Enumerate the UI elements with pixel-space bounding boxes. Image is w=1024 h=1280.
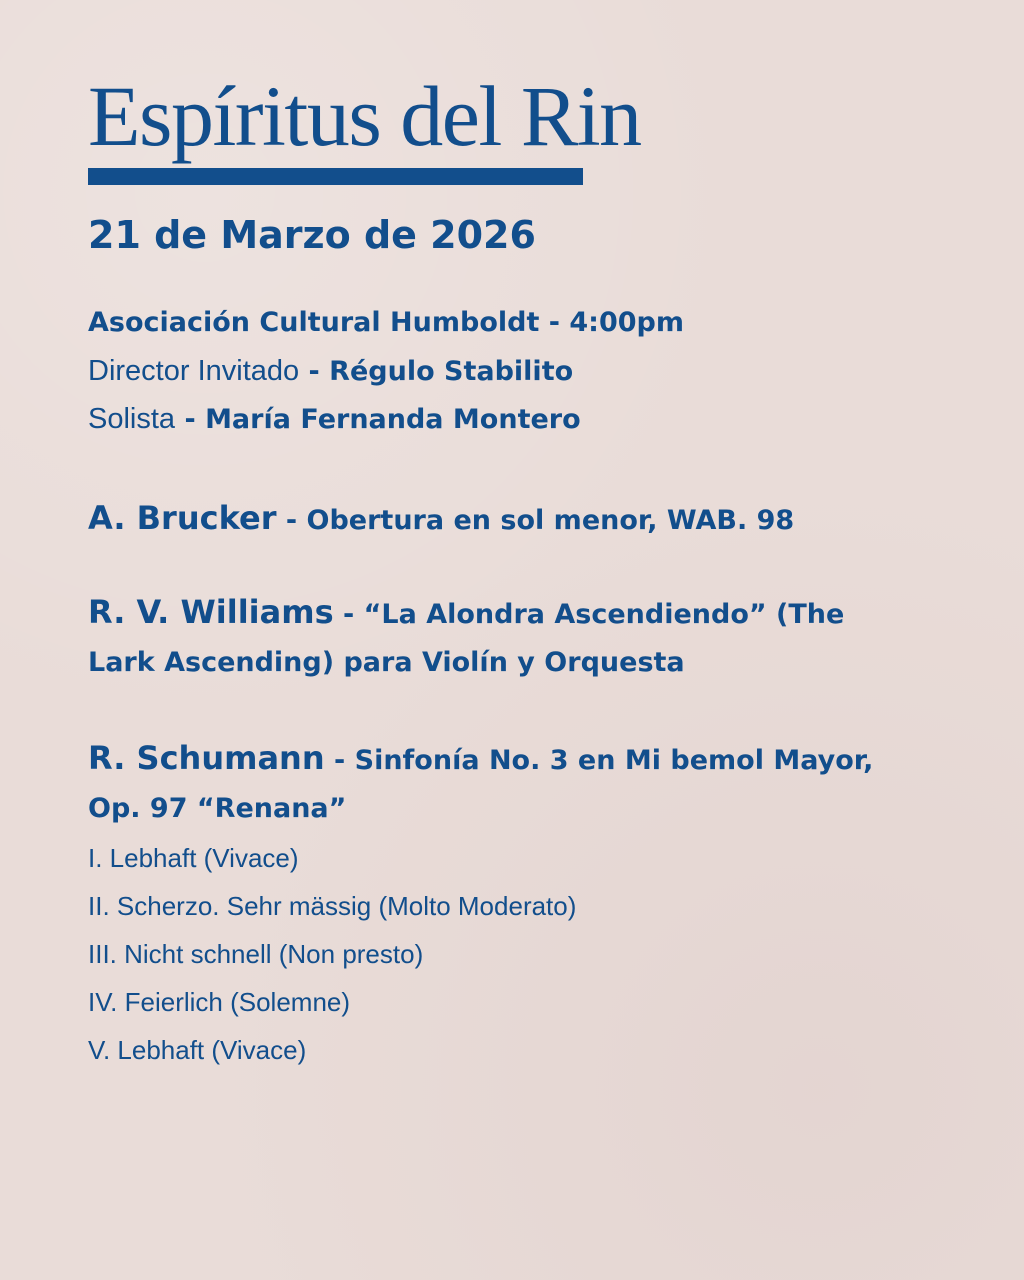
director-name: Régulo Stabilito bbox=[329, 356, 574, 387]
program-separator: - bbox=[324, 745, 355, 776]
movement-item: I. Lebhaft (Vivace) bbox=[88, 843, 299, 873]
title-underline bbox=[88, 168, 583, 185]
program-title: Espíritus del Rin bbox=[88, 68, 641, 164]
program-item-williams bbox=[88, 588, 888, 687]
composer-name: R. Schumann bbox=[88, 739, 325, 777]
program-separator: - bbox=[333, 599, 364, 630]
program-item-bruckner bbox=[88, 494, 918, 545]
concert-date: 21 de Marzo de 2026 bbox=[88, 213, 536, 257]
movement-item: IV. Feierlich (Solemne) bbox=[88, 987, 351, 1017]
program-item-schumann bbox=[88, 734, 918, 833]
movement-item: II. Scherzo. Sehr mässig (Molto Moderato) bbox=[88, 891, 577, 921]
composer-name: A. Brucker bbox=[88, 499, 277, 537]
director-label: Director Invitado bbox=[88, 355, 300, 387]
movement-item: III. Nicht schnell (Non presto) bbox=[88, 939, 424, 969]
program-separator: - bbox=[276, 505, 307, 536]
work-title: Obertura en sol menor, WAB. 98 bbox=[306, 505, 795, 536]
soloist-line bbox=[88, 400, 581, 439]
composer-name: R. V. Williams bbox=[88, 593, 334, 631]
work-title: Sinfonía No. 3 en Mi bemol Mayor, Op. 97 “Renana” bbox=[88, 745, 874, 824]
movement-item: V. Lebhaft (Vivace) bbox=[88, 1035, 307, 1065]
symphony-movements-list bbox=[88, 834, 576, 1074]
soloist-separator: - bbox=[175, 404, 206, 435]
work-title: “La Alondra Ascendiendo” (The Lark Ascending) para Violín y Orquesta bbox=[88, 599, 845, 678]
guest-director-line bbox=[88, 352, 573, 391]
director-separator: - bbox=[299, 356, 330, 387]
soloist-label: Solista bbox=[88, 403, 176, 435]
venue-and-time: Asociación Cultural Humboldt - 4:00pm bbox=[88, 307, 684, 338]
soloist-name: María Fernanda Montero bbox=[205, 404, 581, 435]
